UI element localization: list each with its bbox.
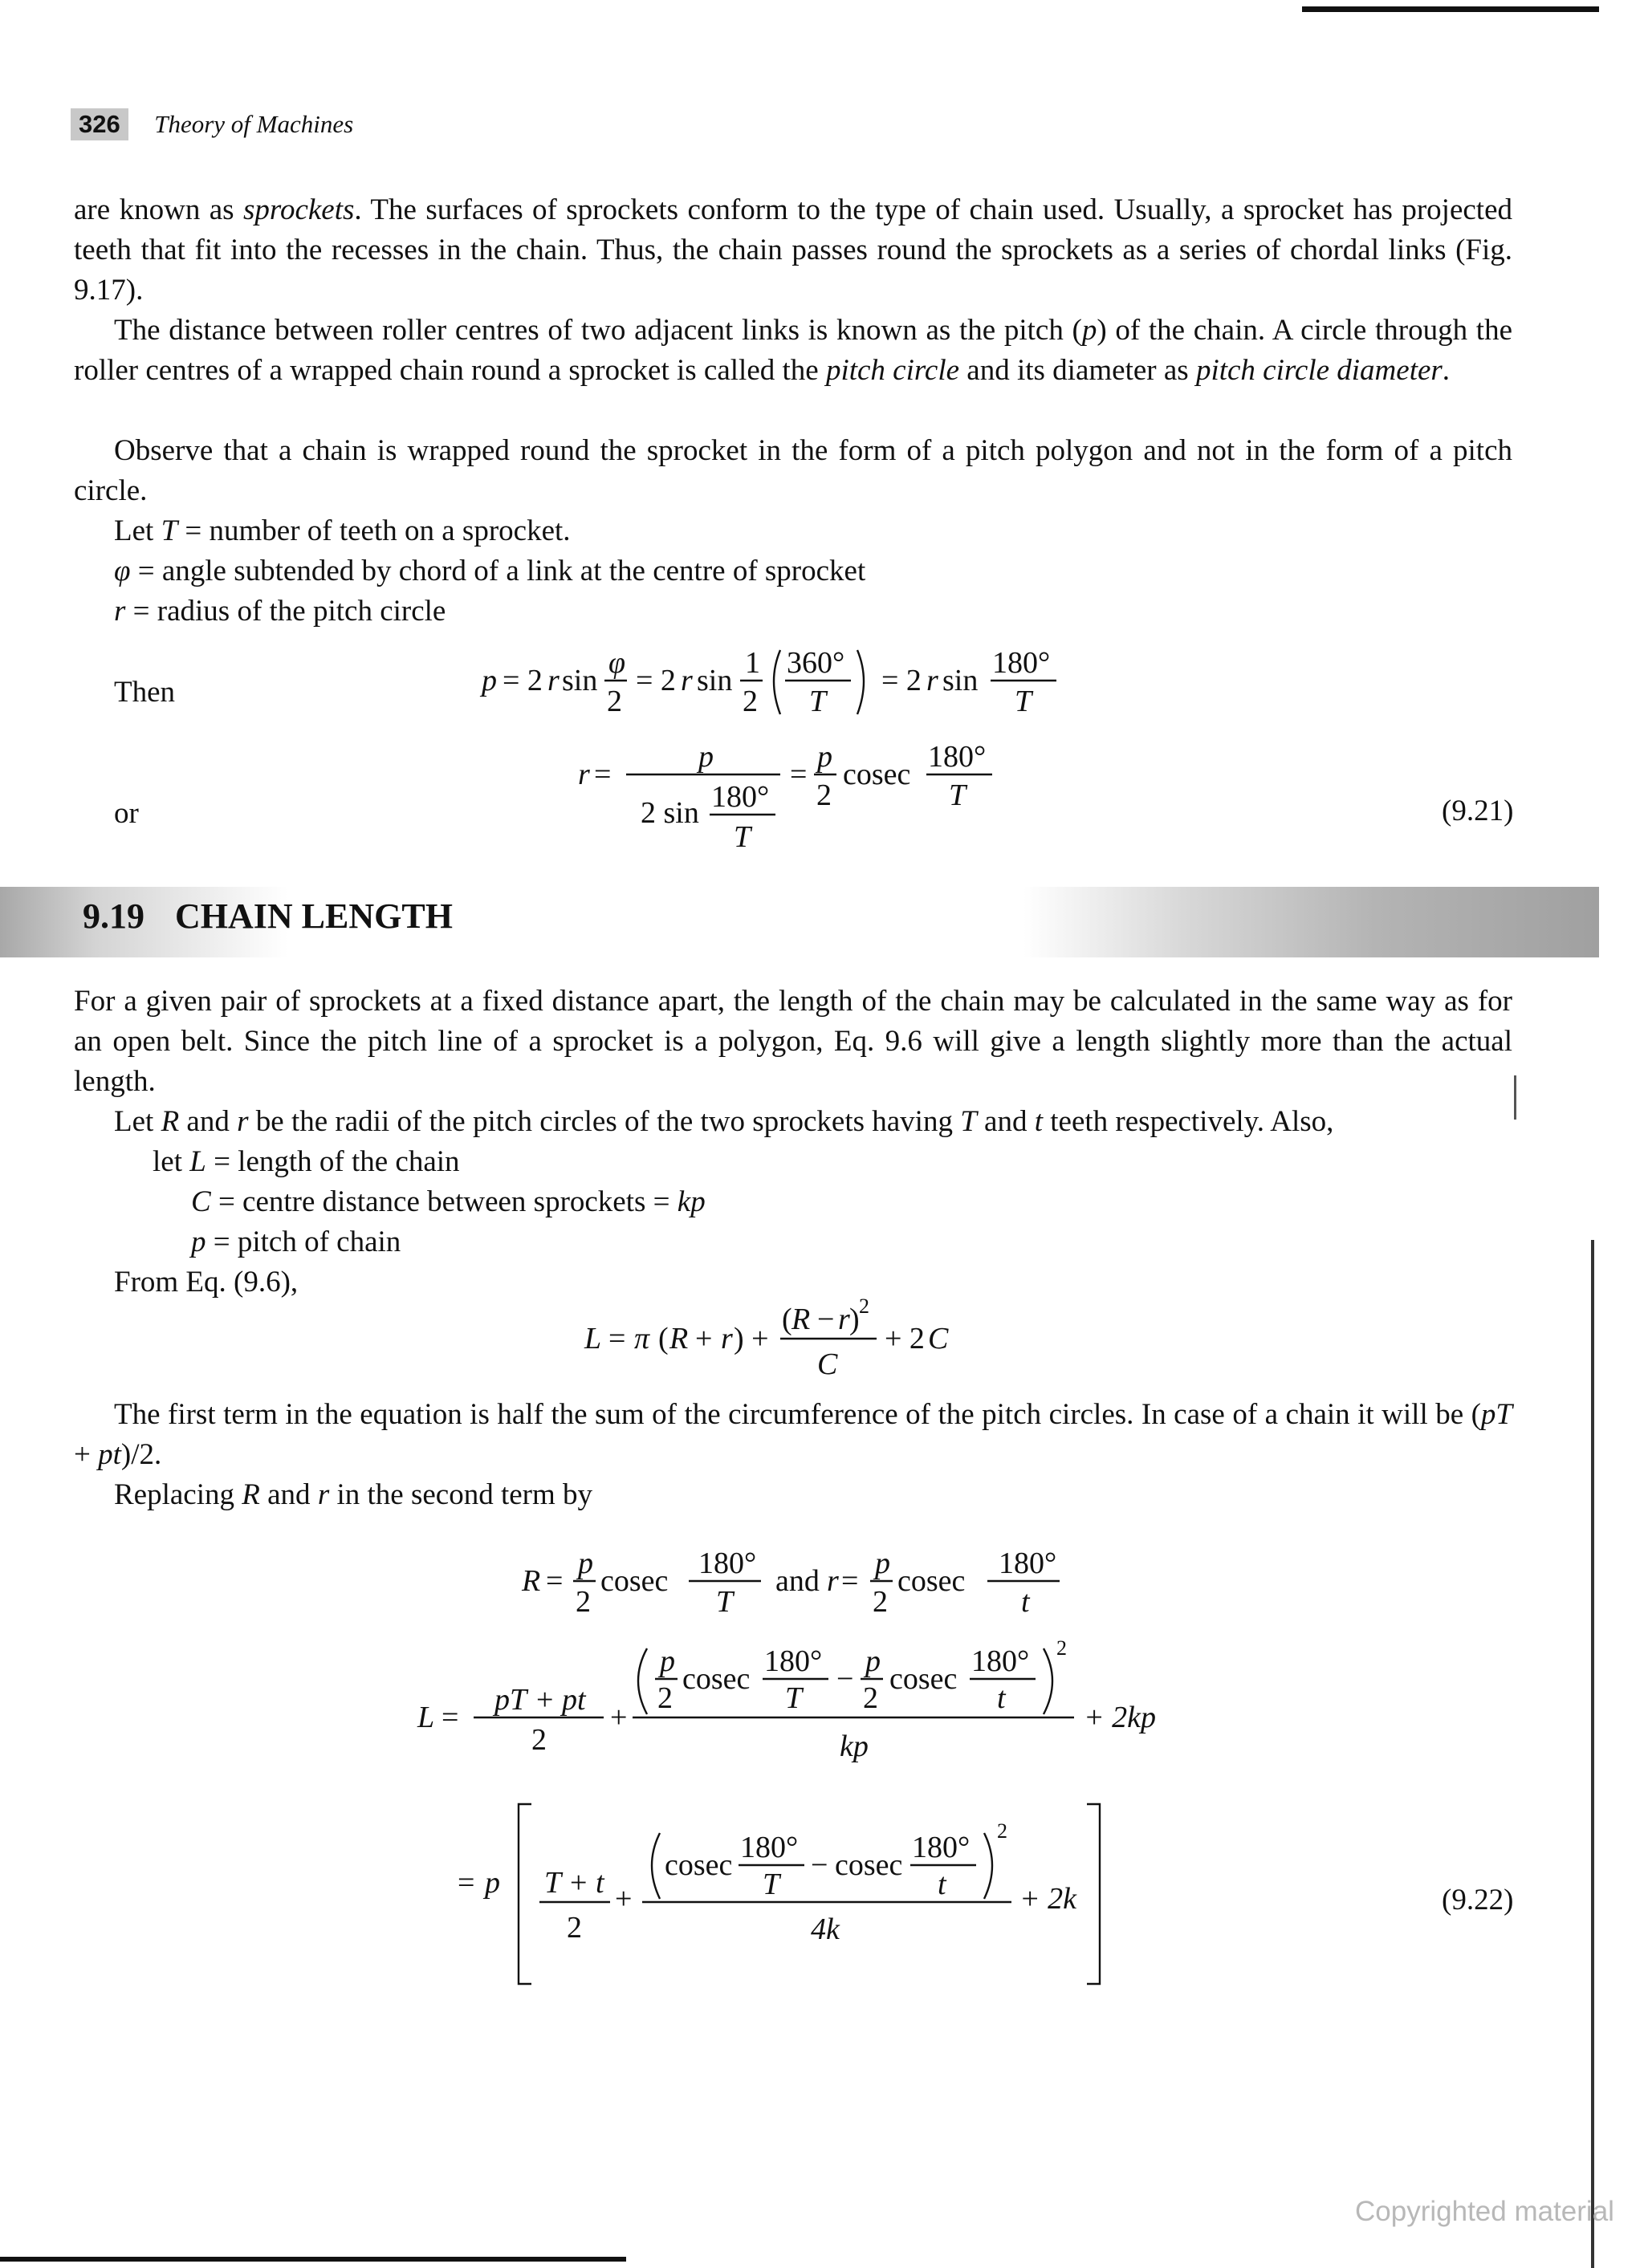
svg-text:(: (: [782, 1303, 792, 1336]
svg-text:360°: 360°: [787, 646, 845, 680]
svg-text:2: 2: [997, 1819, 1007, 1843]
svg-text:180°: 180°: [711, 780, 770, 814]
svg-text:L: L: [417, 1701, 435, 1734]
svg-text:180°: 180°: [971, 1644, 1030, 1678]
svg-text:cosec: cosec: [843, 758, 911, 791]
svg-text:C: C: [928, 1322, 949, 1356]
svg-text:cosec: cosec: [835, 1848, 903, 1882]
equation-belt-length: [584, 1292, 1018, 1396]
svg-text:−: −: [811, 1848, 828, 1882]
svg-text:t: t: [596, 1866, 604, 1900]
svg-text:T: T: [544, 1866, 562, 1900]
svg-text:2 sin: 2 sin: [641, 796, 699, 830]
svg-text:φ: φ: [608, 646, 626, 680]
svg-text:R: R: [669, 1322, 689, 1356]
svg-text:180°: 180°: [992, 646, 1051, 680]
svg-text:=: =: [594, 758, 612, 791]
page-number: 326: [71, 108, 128, 140]
svg-text:=: =: [442, 1701, 459, 1734]
svg-text:180°: 180°: [999, 1547, 1057, 1580]
svg-text:4k: 4k: [811, 1912, 840, 1946]
svg-text:+: +: [695, 1322, 713, 1356]
svg-text:r: r: [681, 664, 693, 697]
svg-text:2: 2: [1056, 1636, 1067, 1660]
svg-text:+ 2k: + 2k: [1019, 1882, 1077, 1916]
svg-text:p: p: [485, 1866, 500, 1900]
svg-text:r: r: [721, 1322, 733, 1356]
svg-text:r: r: [578, 758, 590, 791]
svg-text:π: π: [634, 1322, 650, 1356]
copyright-watermark: Copyrighted material: [1355, 2196, 1614, 2227]
bottom-rule: [0, 2257, 626, 2262]
equation-number-9-21: (9.21): [1442, 795, 1514, 827]
svg-text:r: r: [838, 1303, 850, 1336]
running-header: [71, 108, 353, 140]
svg-text:p: p: [875, 1547, 890, 1580]
svg-text:pT: pT: [494, 1683, 527, 1717]
svg-text:cosec: cosec: [600, 1564, 669, 1598]
svg-text:+: +: [536, 1683, 554, 1717]
svg-text:T: T: [763, 1868, 780, 1901]
svg-text:cosec: cosec: [682, 1662, 751, 1696]
paragraph-chain-length: For a given pair of sprockets at a fixed distance apart, the length of the chain may be calculated in the same way as for an open belt. Since the pitch line of a sprocket is a polygon, Eq. 9.6 will give a length slightly more than the actual length.: [74, 985, 1512, 1098]
svg-text:T: T: [949, 778, 966, 812]
definition-phi: φ = angle subtended by chord of a link at the centre of sprocket: [114, 555, 866, 587]
svg-text:= 2: = 2: [503, 664, 543, 697]
running-title: Theory of Machines: [154, 110, 354, 138]
svg-text:2: 2: [863, 1681, 878, 1715]
svg-text:t: t: [1021, 1585, 1030, 1619]
svg-text:sin: sin: [562, 664, 598, 697]
svg-text:sin: sin: [697, 664, 733, 697]
svg-text:+ 2: + 2: [885, 1322, 925, 1356]
svg-text:t: t: [997, 1681, 1006, 1715]
svg-text:=: =: [790, 758, 808, 791]
svg-text:r: r: [926, 664, 938, 697]
equation-chain-length: [417, 1631, 1172, 1791]
svg-text:C: C: [817, 1347, 838, 1381]
svg-text:+ 2kp: + 2kp: [1084, 1701, 1157, 1734]
svg-text:+: +: [610, 1701, 628, 1734]
svg-text:r: r: [547, 664, 560, 697]
svg-text:R: R: [522, 1564, 541, 1598]
definition-C: C = centre distance between sprockets = kp: [191, 1185, 706, 1218]
svg-text:180°: 180°: [764, 1644, 823, 1678]
svg-text:): ): [849, 1303, 860, 1336]
svg-text:+: +: [570, 1866, 588, 1900]
svg-text:+: +: [615, 1882, 633, 1916]
svg-text:2: 2: [531, 1723, 547, 1757]
svg-text:T: T: [809, 685, 827, 718]
svg-text:2: 2: [859, 1295, 869, 1318]
paragraph-first-term: The first term in the equation is half the sum of the circumference of the pitch circles. In case of a chain it will be (pT + pt)/2.: [74, 1398, 1512, 1471]
section-heading: [83, 896, 453, 937]
svg-text:180°: 180°: [912, 1831, 971, 1864]
definition-L: let L = length of the chain: [153, 1145, 460, 1178]
svg-text:pt: pt: [562, 1683, 586, 1717]
svg-text:2: 2: [743, 685, 758, 718]
svg-text:=: =: [546, 1564, 564, 1598]
from-eq-label: From Eq. (9.6),: [114, 1266, 299, 1299]
svg-text:p: p: [482, 664, 497, 697]
svg-text:180°: 180°: [928, 740, 987, 774]
then-label: Then: [114, 676, 176, 709]
svg-text:p: p: [817, 740, 832, 774]
svg-text:t: t: [938, 1868, 946, 1901]
paragraph-pitch: The distance between roller centres of two adjacent links is known as the pitch (p) of the chain. A circle through the roller centres of a wrapped chain round a sprocket is called the pitch circle and its diameter as pitch circle diameter.: [74, 314, 1512, 387]
paragraph-sprockets: are known as sprockets. The surfaces of sprockets conform to the type of chain used. Usually, a sprocket has projected teeth that fit into the recesses in the chain. Thus, the chain passes round the sprockets as a series of chordal links (Fig. 9.17).: [74, 193, 1513, 307]
definition-p: p = pitch of chain: [191, 1225, 401, 1258]
equation-pitch: [482, 634, 1124, 730]
svg-text:=: =: [841, 1564, 859, 1598]
equation-chain-length-pitch: [458, 1788, 1132, 1997]
svg-text:T: T: [734, 820, 751, 854]
svg-text:= 2: = 2: [636, 664, 676, 697]
svg-text:2: 2: [567, 1911, 582, 1945]
svg-text:T: T: [785, 1681, 803, 1715]
svg-text:2: 2: [576, 1585, 591, 1619]
definition-r: r = radius of the pitch circle: [114, 595, 446, 628]
svg-text:T: T: [1015, 685, 1032, 718]
section-title: CHAIN LENGTH: [175, 896, 453, 936]
svg-text:p: p: [578, 1547, 593, 1580]
svg-text:180°: 180°: [740, 1831, 799, 1864]
svg-text:2: 2: [816, 778, 832, 812]
svg-text:sin: sin: [942, 664, 979, 697]
paragraph-radii: Let R and r be the radii of the pitch circles of the two sprockets having T and t teeth respectively. Also,: [114, 1105, 1334, 1138]
right-edge-rule: [1591, 1240, 1594, 2268]
paragraph-polygon: Observe that a chain is wrapped round the sprocket in the form of a pitch polygon and not in the form of a pitch circle.: [74, 434, 1512, 507]
svg-text:kp: kp: [840, 1729, 869, 1763]
svg-text:=: =: [608, 1322, 626, 1356]
svg-text:=: =: [458, 1866, 475, 1900]
equation-radius: [578, 734, 1028, 871]
paragraph-replacing: Replacing R and r in the second term by: [114, 1478, 592, 1511]
svg-text:2: 2: [873, 1585, 888, 1619]
top-rule: [1302, 6, 1599, 12]
svg-text:cosec: cosec: [889, 1662, 958, 1696]
svg-text:p: p: [660, 1644, 675, 1678]
svg-text:L: L: [584, 1322, 602, 1356]
svg-text:T: T: [716, 1585, 734, 1619]
equation-R-r-substitution: [522, 1541, 1084, 1637]
svg-text:−: −: [836, 1662, 854, 1696]
section-number: 9.19: [83, 896, 144, 936]
svg-text:= 2: = 2: [881, 664, 922, 697]
svg-text:−: −: [817, 1303, 835, 1336]
svg-text:2: 2: [657, 1681, 673, 1715]
definition-T: Let T = number of teeth on a sprocket.: [114, 514, 571, 547]
svg-text:2: 2: [607, 685, 622, 718]
or-label: or: [114, 797, 139, 830]
svg-text:p: p: [865, 1644, 881, 1678]
margin-mark: [1514, 1075, 1516, 1120]
svg-text:cosec: cosec: [665, 1848, 733, 1882]
svg-text:r: r: [827, 1564, 839, 1598]
svg-text:cosec: cosec: [897, 1564, 966, 1598]
svg-text:R: R: [791, 1303, 811, 1336]
equation-number-9-22: (9.22): [1442, 1884, 1514, 1916]
svg-text:and: and: [775, 1564, 820, 1598]
svg-text:180°: 180°: [698, 1547, 757, 1580]
svg-text:1: 1: [745, 646, 760, 680]
svg-text:p: p: [698, 740, 714, 774]
svg-text:(: (: [658, 1322, 669, 1356]
svg-text:) +: ) +: [734, 1322, 769, 1356]
